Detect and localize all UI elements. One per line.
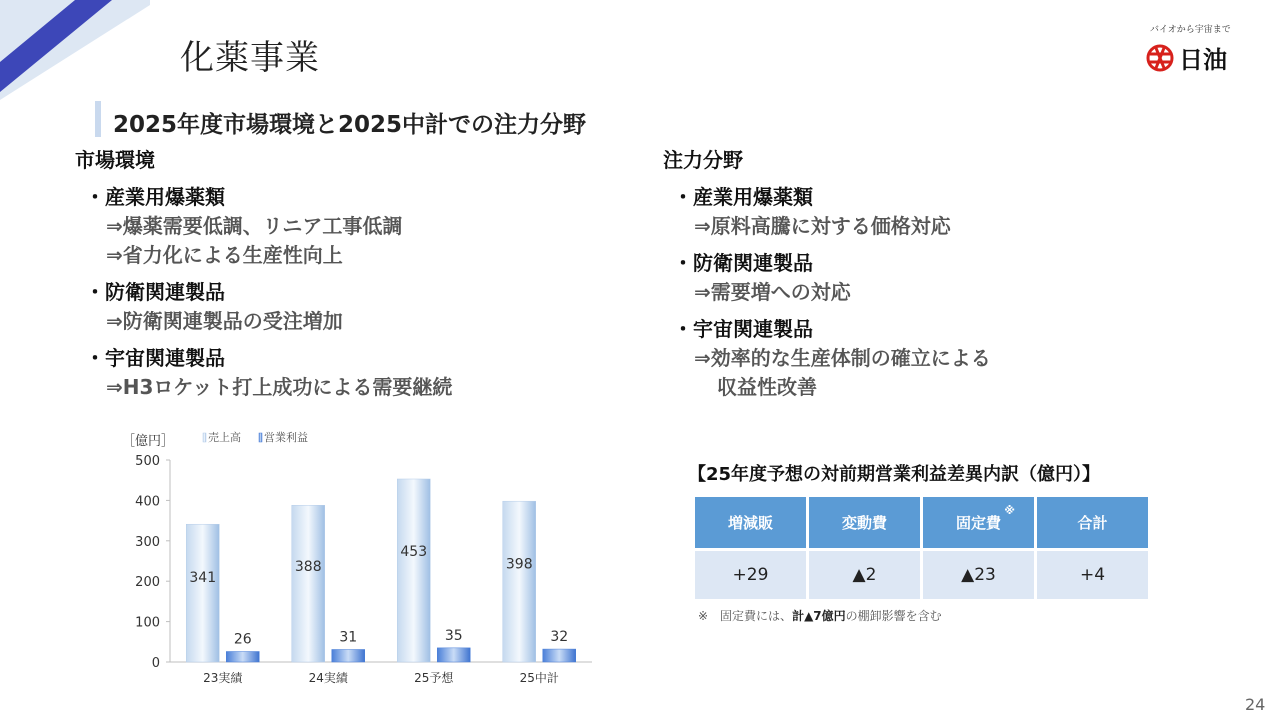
company-logo (1146, 40, 1227, 75)
slide-subtitle: 2025年度市場環境と2025中計での注力分野 (113, 112, 587, 138)
table-header-cell (922, 497, 1036, 550)
table-cell: +4 (1036, 550, 1149, 600)
market-section-line: ⇒省力化による生産性向上 (106, 243, 343, 267)
market-section-title: ・宇宙関連製品 (85, 346, 225, 370)
focus-section-line: ⇒原料高騰に対する価格対応 (694, 214, 951, 238)
legend-label: 売上高 (208, 431, 241, 444)
data-label: 26 (233, 631, 252, 648)
logo-tagline: バイオから宇宙まで (1150, 25, 1231, 35)
header-label: 合計 (1077, 514, 1108, 532)
header-label: 増減販 (727, 514, 773, 532)
market-section-line: ⇒爆薬需要低調、リニア工事低調 (106, 214, 403, 238)
data-label: 32 (550, 629, 569, 646)
note-suffix: の棚卸影響を含む (845, 609, 942, 623)
logo-name: 日油 (1179, 46, 1227, 74)
note-bold: 計▲7億円 (792, 609, 846, 623)
table-header-row (695, 497, 1148, 550)
focus-areas-block (663, 146, 991, 402)
data-label: 341 (189, 570, 217, 587)
breakdown-title: 【25年度予想の対前期営業利益差異内訳（億円）】 (688, 464, 1101, 485)
legend-swatch (203, 433, 206, 442)
market-section-line: ⇒H3ロケット打上成功による需要継続 (106, 375, 453, 399)
table-footnote (698, 607, 942, 624)
bar-sales (292, 505, 325, 662)
data-label: 31 (339, 629, 358, 646)
table-cell: ▲23 (922, 550, 1036, 600)
focus-section-line: ⇒効率的な生産体制の確立による (694, 346, 991, 370)
table-row (695, 550, 1148, 600)
y-tick-label: 400 (135, 494, 160, 510)
x-tick-label: 25予想 (414, 671, 454, 685)
y-unit-label: ［億円］ (122, 434, 175, 449)
page-number: 24 (1245, 695, 1266, 714)
market-section-line: ⇒防衛関連製品の受注増加 (106, 309, 343, 333)
focus-section-title: ・宇宙関連製品 (673, 317, 813, 341)
company-emblem-icon (1146, 44, 1174, 72)
bar-sales (503, 501, 536, 662)
header-label: 変動費 (841, 514, 887, 532)
table-cell: +29 (695, 550, 808, 600)
profit-breakdown-table (695, 497, 1148, 599)
header-label: 固定費 (955, 514, 1001, 532)
bar-profit (226, 651, 259, 662)
x-tick-label: 25中計 (519, 671, 559, 685)
legend-label: 営業利益 (264, 431, 308, 444)
data-label: 398 (505, 556, 533, 573)
market-section-title: ・産業用爆薬類 (85, 185, 225, 209)
y-tick-label: 200 (135, 575, 160, 591)
focus-heading: 注力分野 (663, 148, 743, 172)
footnote-mark: ※ (1004, 504, 1015, 517)
legend-swatch (259, 433, 262, 442)
bar-profit (437, 648, 470, 662)
subtitle-accent-bar (95, 101, 101, 137)
data-label: 388 (294, 559, 322, 576)
market-heading: 市場環境 (75, 148, 155, 172)
bar-profit (332, 649, 365, 662)
table-cell: ▲2 (808, 550, 922, 600)
market-section-title: ・防衛関連製品 (85, 280, 225, 304)
table-header-cell (695, 497, 808, 550)
bar-profit (543, 649, 576, 662)
bar-sales (186, 524, 219, 662)
focus-section-line: 収益性改善 (717, 375, 817, 399)
focus-section-line: ⇒需要増への対応 (694, 280, 851, 304)
note-prefix: ※ 固定費には、 (698, 609, 793, 623)
x-tick-label: 23実績 (203, 671, 243, 685)
y-tick-label: 300 (135, 534, 160, 550)
focus-section-title: ・産業用爆薬類 (673, 185, 813, 209)
data-label: 35 (444, 627, 463, 644)
y-tick-label: 100 (135, 615, 160, 631)
x-tick-label: 24実績 (308, 671, 348, 685)
table-header-cell (1036, 497, 1149, 550)
focus-section-title: ・防衛関連製品 (673, 251, 813, 275)
table-header-cell (808, 497, 922, 550)
corner-decoration (0, 0, 160, 100)
y-tick-label: 0 (151, 656, 160, 671)
data-label: 453 (400, 543, 428, 560)
bar-sales (397, 479, 430, 662)
page-title: 化薬事業 (180, 38, 320, 78)
sales-profit-bar-chart (120, 425, 600, 690)
market-environment-block (75, 146, 452, 402)
y-tick-label: 500 (135, 454, 160, 469)
